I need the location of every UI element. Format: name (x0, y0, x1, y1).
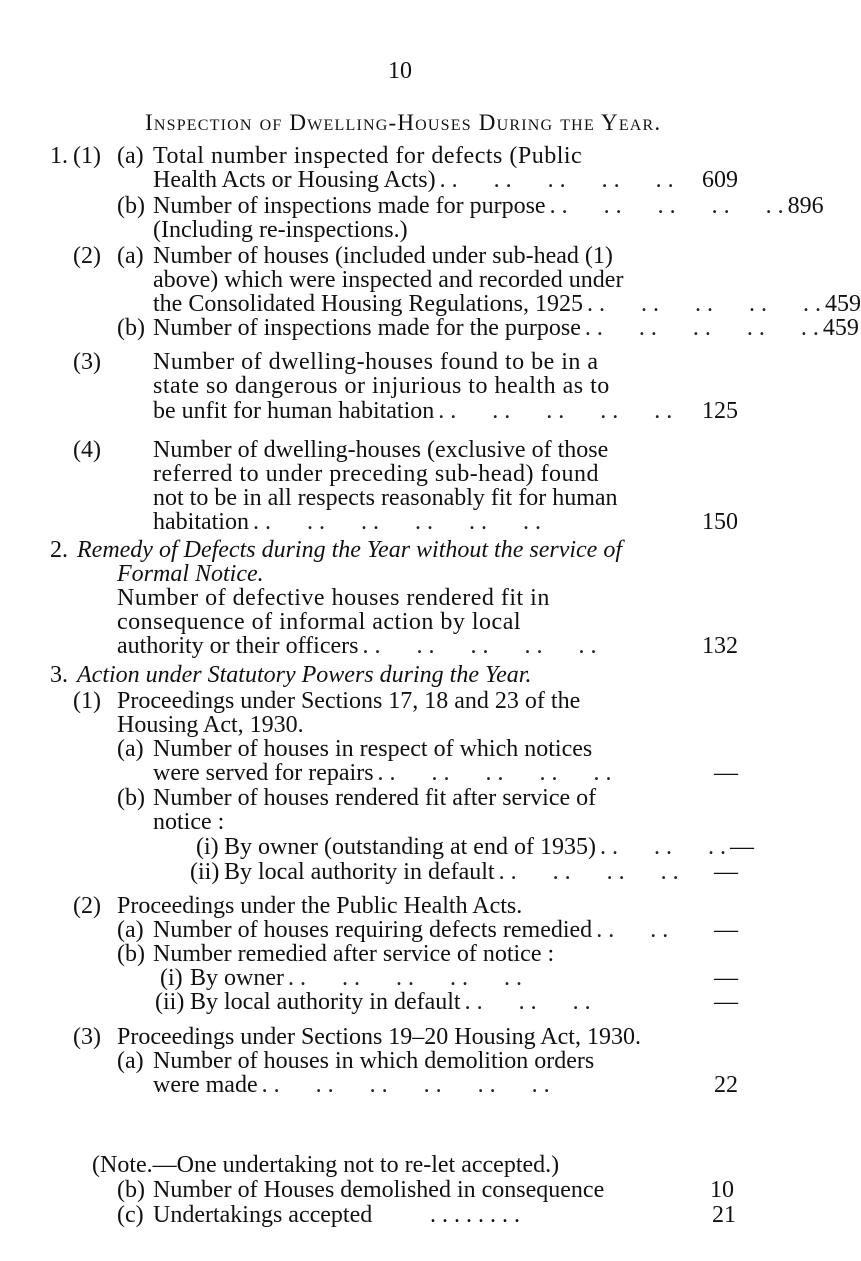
s3-2a-row (153, 918, 738, 943)
leader-dots: . . . . . . . . . . (287, 965, 522, 992)
s1-1a-label: (a) (117, 143, 144, 169)
s1-2b-text: Number of inspections made for the purpose (153, 315, 581, 341)
leader-dots: . . . . . . . . . . (584, 315, 819, 341)
s3-2b-ii-row (190, 990, 738, 1015)
section-3-number: 3. (50, 662, 68, 689)
leader-dots: . . . . . . . . . . . . (261, 1071, 550, 1098)
s1-1a-row (153, 168, 738, 193)
s3-2b-i-value: — (714, 965, 738, 992)
leader-dots: . . . . . . . . (498, 858, 679, 885)
s3-3a-value: 22 (714, 1071, 738, 1098)
s3-2b-ii-text: By local authority in default (190, 989, 461, 1016)
s1-4-value: 150 (702, 509, 738, 536)
s1-1a-text: Total number inspected for defects (Public (153, 143, 583, 169)
s1-1b-text: Number of inspections made for purpose (153, 192, 546, 219)
s1-item-3-label: (3) (73, 349, 101, 376)
section-2-title-2: Formal Notice. (117, 560, 264, 587)
s1-1a-value: 609 (702, 167, 738, 194)
leader-dots: . . . . . . . . . . (439, 167, 674, 194)
s3-item-3-label: (3) (73, 1023, 101, 1050)
s3-1a-value: — (714, 760, 738, 787)
s3-3c-text: Undertakings accepted (153, 1202, 373, 1228)
s1-1b-value: 896 (787, 192, 824, 219)
s1-2a-value: 459 (824, 290, 861, 317)
s3-1-text-2: Housing Act, 1930. (117, 712, 304, 739)
section-2-number: 2. (50, 536, 68, 563)
s3-3a-text-2: were made (153, 1071, 258, 1098)
s1-3-text: Number of dwelling-houses found to be in a (153, 349, 599, 376)
s3-1b-text-2: notice : (153, 808, 225, 835)
s1-2b-row (153, 315, 859, 341)
s1-2a-label: (a) (117, 242, 144, 269)
leader-dots: . . . . . . (599, 834, 726, 861)
s3-2b-label: (b) (117, 941, 145, 968)
s2-value: 132 (702, 633, 738, 660)
s1-4-text-3: not to be in all respects reasonably fit for human (153, 485, 618, 512)
s1-2b-value: 459 (822, 315, 859, 341)
leader-dots: . . . . . . . . . . (586, 290, 821, 317)
leader-dots: . . . . . . . . (430, 1202, 520, 1228)
s1-4-text-4: habitation (153, 509, 249, 536)
section-2-title: Remedy of Defects during the Year without the service of (77, 536, 623, 563)
s1-4-text: Number of dwelling-houses (exclusive of those (153, 437, 609, 464)
s1-1b-label: (b) (117, 192, 145, 219)
leader-dots: . . . . . . . . . . (549, 192, 784, 219)
s1-2a-text: Number of houses (included under sub-head (1) (153, 242, 613, 269)
s3-1b-i-label: (i) (196, 834, 219, 861)
s2-text: Number of defective houses rendered fit in (117, 585, 550, 612)
s1-3-row (153, 399, 738, 424)
s3-1b-text: Number of houses rendered fit after service of (153, 784, 597, 811)
s3-3c-value: 21 (712, 1202, 736, 1228)
s3-2a-label: (a) (117, 917, 144, 943)
page-heading: Inspection of Dwelling-Houses During the Year. (145, 110, 662, 135)
s1-item-4-label: (4) (73, 437, 101, 464)
s3-item-2-label: (2) (73, 892, 101, 919)
s1-1b-text-2: (Including re-inspections.) (153, 216, 408, 243)
s1-4-text-2: referred to under preceding sub-head) found (153, 461, 599, 488)
section-3-title: Action under Statutory Powers during the Year. (77, 662, 532, 689)
s1-2a-text-3: the Consolidated Housing Regulations, 1925 (153, 290, 583, 317)
s3-1b-ii-row (224, 860, 738, 885)
s3-1b-i-value: — (729, 834, 754, 861)
s1-item-1-label: (1) (73, 143, 101, 169)
s3-1a-row (153, 761, 738, 786)
s3-3a-label: (a) (117, 1047, 144, 1074)
s1-2b-label: (b) (117, 315, 145, 341)
s3-2-text: Proceedings under the Public Health Acts. (117, 892, 523, 919)
s3-1b-ii-label: (ii) (190, 858, 220, 885)
s3-1b-ii-text: By local authority in default (224, 858, 495, 885)
s3-2a-text: Number of houses requiring defects remedied (153, 917, 593, 943)
s3-3c-label: (c) (117, 1202, 144, 1228)
page-number: 10 (388, 58, 412, 84)
s3-1-text: Proceedings under Sections 17, 18 and 23 of the (117, 688, 581, 715)
s2-text-2: consequence of informal action by local (117, 609, 522, 636)
s2-text-3: authority or their officers (117, 633, 359, 660)
s3-note: (Note.—One undertaking not to re-let accepted.) (92, 1152, 560, 1178)
s3-2b-ii-label: (ii) (155, 989, 185, 1016)
leader-dots: . . . . . . . . . . (377, 760, 612, 787)
s3-1b-label: (b) (117, 784, 145, 811)
leader-dots: . . . . . . . . . . (362, 633, 597, 660)
section-1-number: 1. (50, 143, 68, 169)
s1-2a-text-2: above) which were inspected and recorded under (153, 266, 624, 293)
s3-2b-ii-value: — (714, 989, 738, 1016)
s3-1a-text: Number of houses in respect of which notices (153, 736, 593, 763)
s3-3b-value: 10 (710, 1177, 734, 1203)
s3-1b-i-row (224, 834, 754, 861)
s3-3a-text: Number of houses in which demolition orders (153, 1047, 595, 1074)
leader-dots: . . . . . . . . . . . . (252, 509, 541, 536)
s3-2b-i-label: (i) (160, 965, 183, 992)
s1-1b-row (153, 192, 824, 219)
s1-1a-text-2: Health Acts or Housing Acts) (153, 167, 436, 194)
s3-3b-text: Number of Houses demolished in consequence (153, 1177, 605, 1203)
s3-2b-text: Number remedied after service of notice : (153, 941, 555, 968)
s3-item-1-label: (1) (73, 688, 101, 715)
leader-dots: . . . . . . (464, 989, 591, 1016)
s1-item-2-label: (2) (73, 242, 101, 269)
s3-1a-label: (a) (117, 736, 144, 763)
s3-1b-i-text: By owner (outstanding at end of 1935) (224, 834, 596, 861)
s3-2b-i-text: By owner (190, 965, 284, 992)
s3-2b-i-row (190, 966, 738, 991)
s3-1a-text-2: were served for repairs (153, 760, 374, 787)
s1-2a-row (153, 290, 861, 317)
s3-2a-value: — (714, 917, 738, 943)
s3-3b-label: (b) (117, 1177, 145, 1203)
s1-3-text-2: state so dangerous or injurious to health as to (153, 373, 610, 400)
s1-3-text-3: be unfit for human habitation (153, 397, 435, 424)
leader-dots: . . . . . . . . . . (438, 397, 673, 424)
leader-dots: . . . . (596, 917, 669, 943)
s2-row (117, 634, 738, 659)
s3-3-text: Proceedings under Sections 19–20 Housing Act, 1930. (117, 1023, 641, 1050)
s1-4-row (153, 510, 738, 535)
s3-1b-ii-value: — (714, 858, 738, 885)
s3-3a-row (153, 1073, 738, 1098)
s1-3-value: 125 (702, 397, 738, 424)
